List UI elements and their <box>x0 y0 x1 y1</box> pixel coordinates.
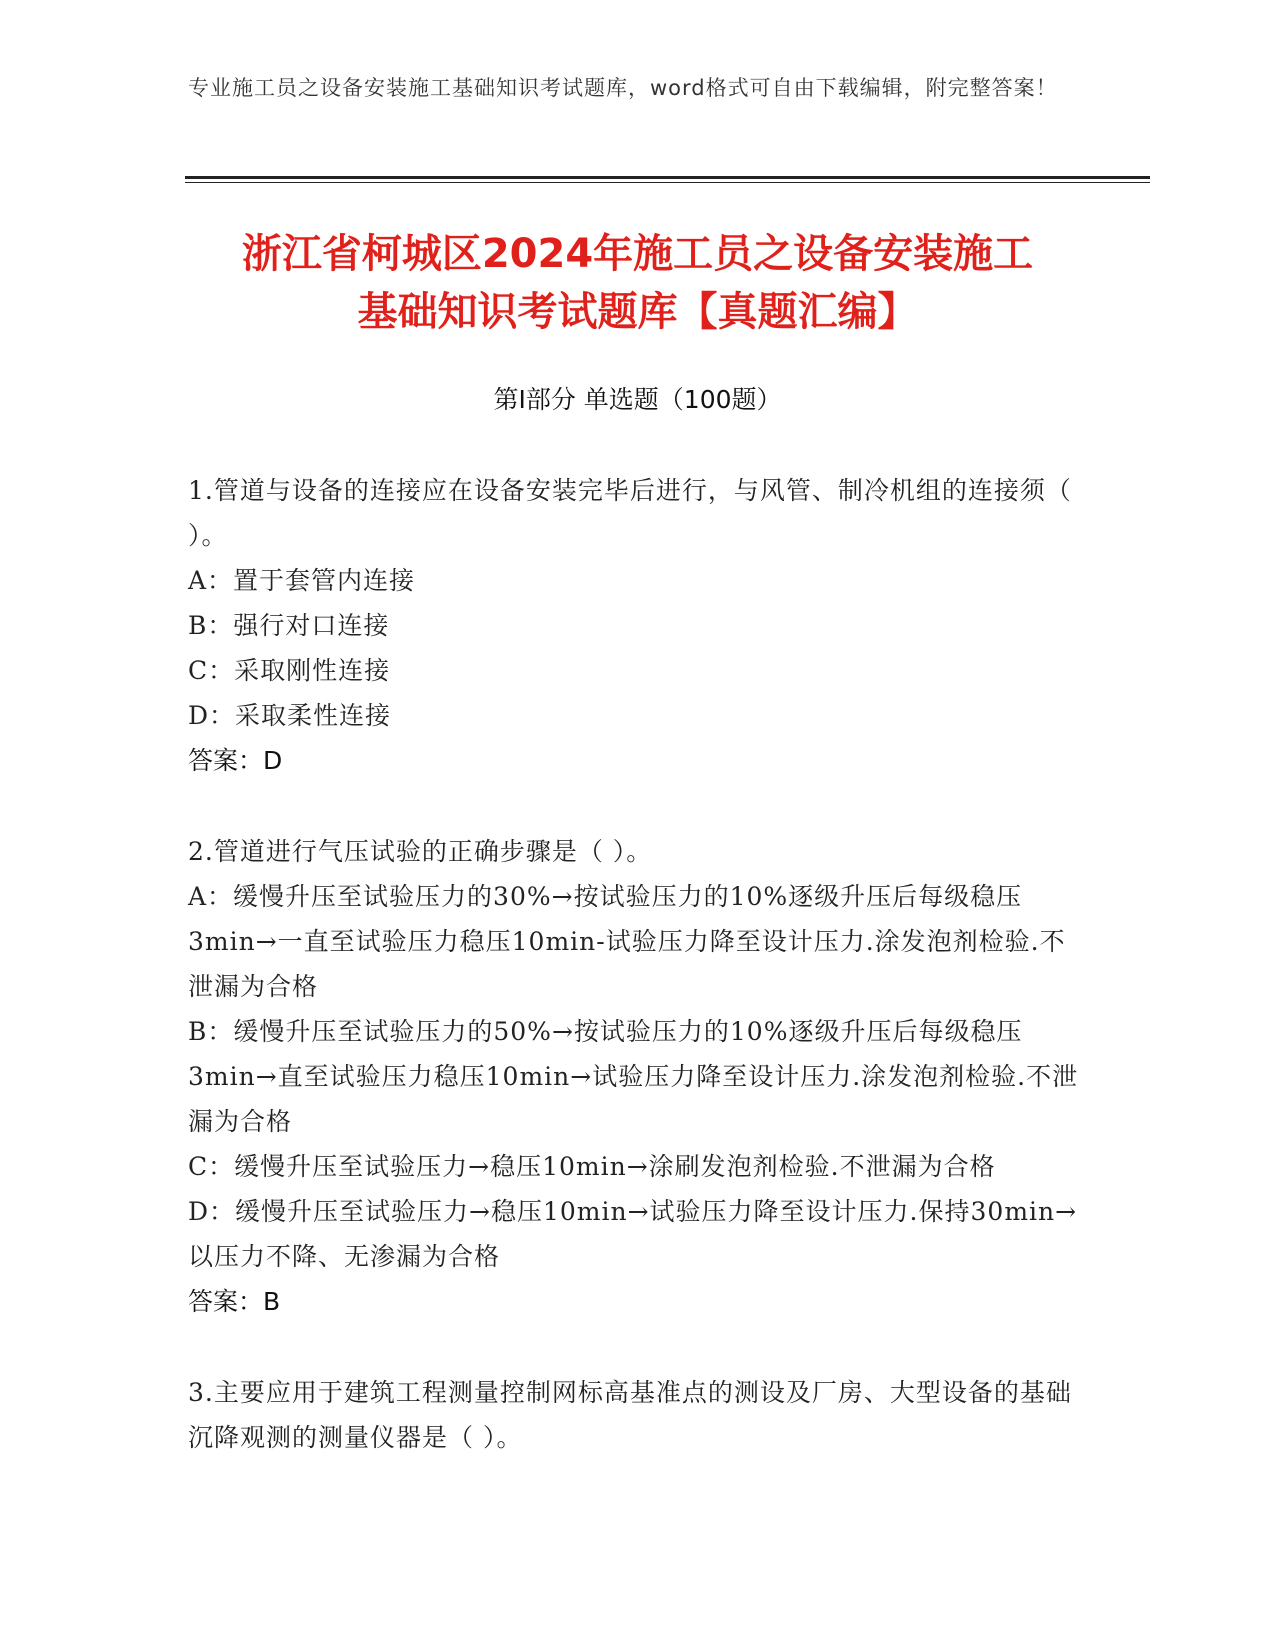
option-d: D：采取柔性连接 <box>188 701 392 730</box>
header-divider-thin <box>185 182 1150 183</box>
question-3 <box>188 1370 1083 1460</box>
option-b: B：缓慢升压至试验压力的50%→按试验压力的10%逐级升压后每级稳压3min→直至试验压力稳压10min→试验压力降至设计压力.涂发泡剂检验.不泄漏为合格 <box>188 1017 1079 1136</box>
question-stem: 3.主要应用于建筑工程测量控制网标高基准点的测设及厂房、大型设备的基础沉降观测的测量仪器是（ ）。 <box>188 1378 1072 1452</box>
document-title-line-2: 基础知识考试题库【真题汇编】 <box>357 289 918 335</box>
question-list <box>188 468 1083 1506</box>
option-c: C：缓慢升压至试验压力→稳压10min→涂刷发泡剂检验.不泄漏为合格 <box>188 1152 996 1181</box>
answer: 答案：B <box>188 1287 281 1316</box>
question-stem: 1.管道与设备的连接应在设备安装完毕后进行，与风管、制冷机组的连接须（ ）。 <box>188 476 1072 550</box>
question-stem: 2.管道进行气压试验的正确步骤是（ ）。 <box>188 837 653 866</box>
document-title <box>160 225 1115 341</box>
question-2 <box>188 829 1083 1324</box>
section-heading: 第Ⅰ部分 单选题（100题） <box>493 385 782 414</box>
option-a: A：置于套管内连接 <box>188 566 416 595</box>
header-divider-thick <box>185 176 1150 179</box>
option-b: B：强行对口连接 <box>188 611 390 640</box>
option-d: D：缓慢升压至试验压力→稳压10min→试验压力降至设计压力.保持30min→以压力不降、无渗漏为合格 <box>188 1197 1078 1271</box>
option-c: C：采取刚性连接 <box>188 656 391 685</box>
document-title-line-1: 浙江省柯城区2024年施工员之设备安装施工 <box>241 231 1034 277</box>
question-1 <box>188 468 1083 783</box>
header-note: 专业施工员之设备安装施工基础知识考试题库，word格式可自由下载编辑，附完整答案！ <box>188 76 1058 100</box>
option-a: A：缓慢升压至试验压力的30%→按试验压力的10%逐级升压后每级稳压3min→一直至试验压力稳压10min-试验压力降至设计压力.涂发泡剂检验.不泄漏为合格 <box>188 882 1066 1001</box>
answer: 答案：D <box>188 746 283 775</box>
